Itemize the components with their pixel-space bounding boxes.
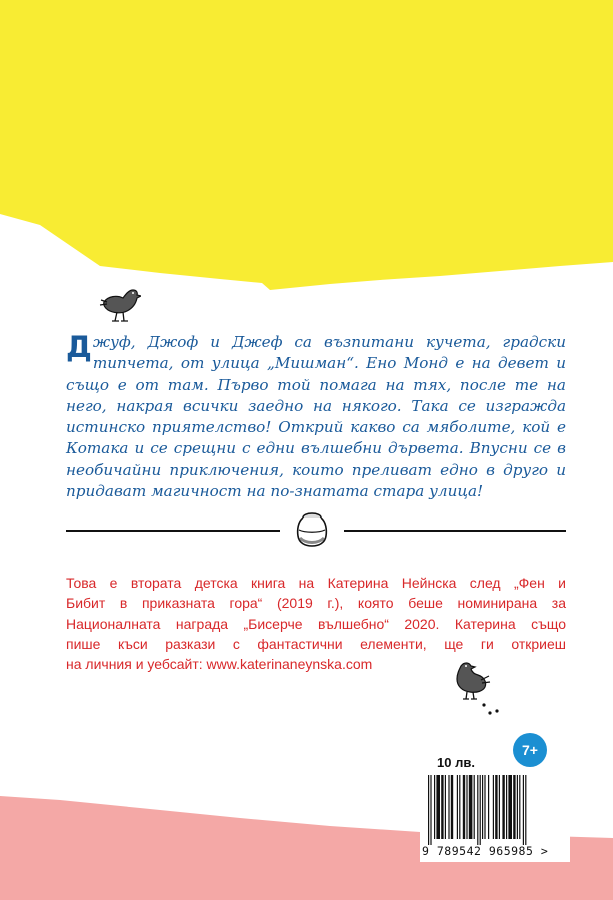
book-blurb [66, 332, 566, 502]
bird-icon [447, 658, 491, 700]
isbn-barcode [420, 770, 570, 862]
author-note-line: Бибит в приказната гора“ (2019 г.), която беше номинирана за [66, 595, 566, 612]
barcode-bars [428, 775, 562, 845]
bird-icon [99, 286, 141, 324]
blurb-line: вълшебни дървета. Впусни се в необичайни приключения, [66, 439, 566, 479]
author-note-line: на личния и уебсайт: www.katerinaneynska.com [66, 656, 373, 673]
divider-left [66, 530, 280, 532]
drop-cap: Д [66, 330, 92, 364]
blurb-line: знатата стара улица! [294, 482, 484, 501]
age-badge: 7+ [513, 733, 547, 767]
blurb-line: Открий какво са мяболите, кой е Котака и се срещни с едни [66, 418, 567, 458]
author-note-line: Националната награда „Бисерче вълшебно“ 2020. Катерина също [66, 615, 566, 632]
author-note [66, 573, 566, 674]
isbn-left-group: 789542 [436, 844, 482, 858]
isbn-right-group: 965985 [488, 844, 534, 858]
yellow-top-band [0, 0, 613, 290]
isbn-number [422, 844, 570, 858]
divider-right [344, 530, 566, 532]
pot-icon [291, 508, 333, 550]
isbn-lead-digit: 9 [422, 844, 430, 858]
blurb-line: Първо той помага на тях, после те на него, накрая всички [66, 375, 566, 415]
blurb-line: от улица „Мишман“. Ено Монд е на девет и също е от там. [66, 354, 567, 394]
isbn-arrow: > [540, 844, 549, 858]
blurb-line: заедно на някого. Така се изгражда истинско приятелство! [66, 396, 566, 437]
blurb-line: които преливат едно в друго и придават магичност на по- [66, 460, 566, 501]
blurb-line: жуф, Джоф и Джеф са възпитани кучета, градски типчета, [92, 333, 566, 373]
crumbs-icon [480, 702, 500, 716]
price-label: 10 лв. [437, 755, 475, 770]
author-note-line: пише къси разкази с фантастични елементи, ще ги откриеш [66, 635, 566, 652]
author-note-line: Това е втората детска книга на Катерина Нейнска след „Фен и [66, 575, 566, 591]
